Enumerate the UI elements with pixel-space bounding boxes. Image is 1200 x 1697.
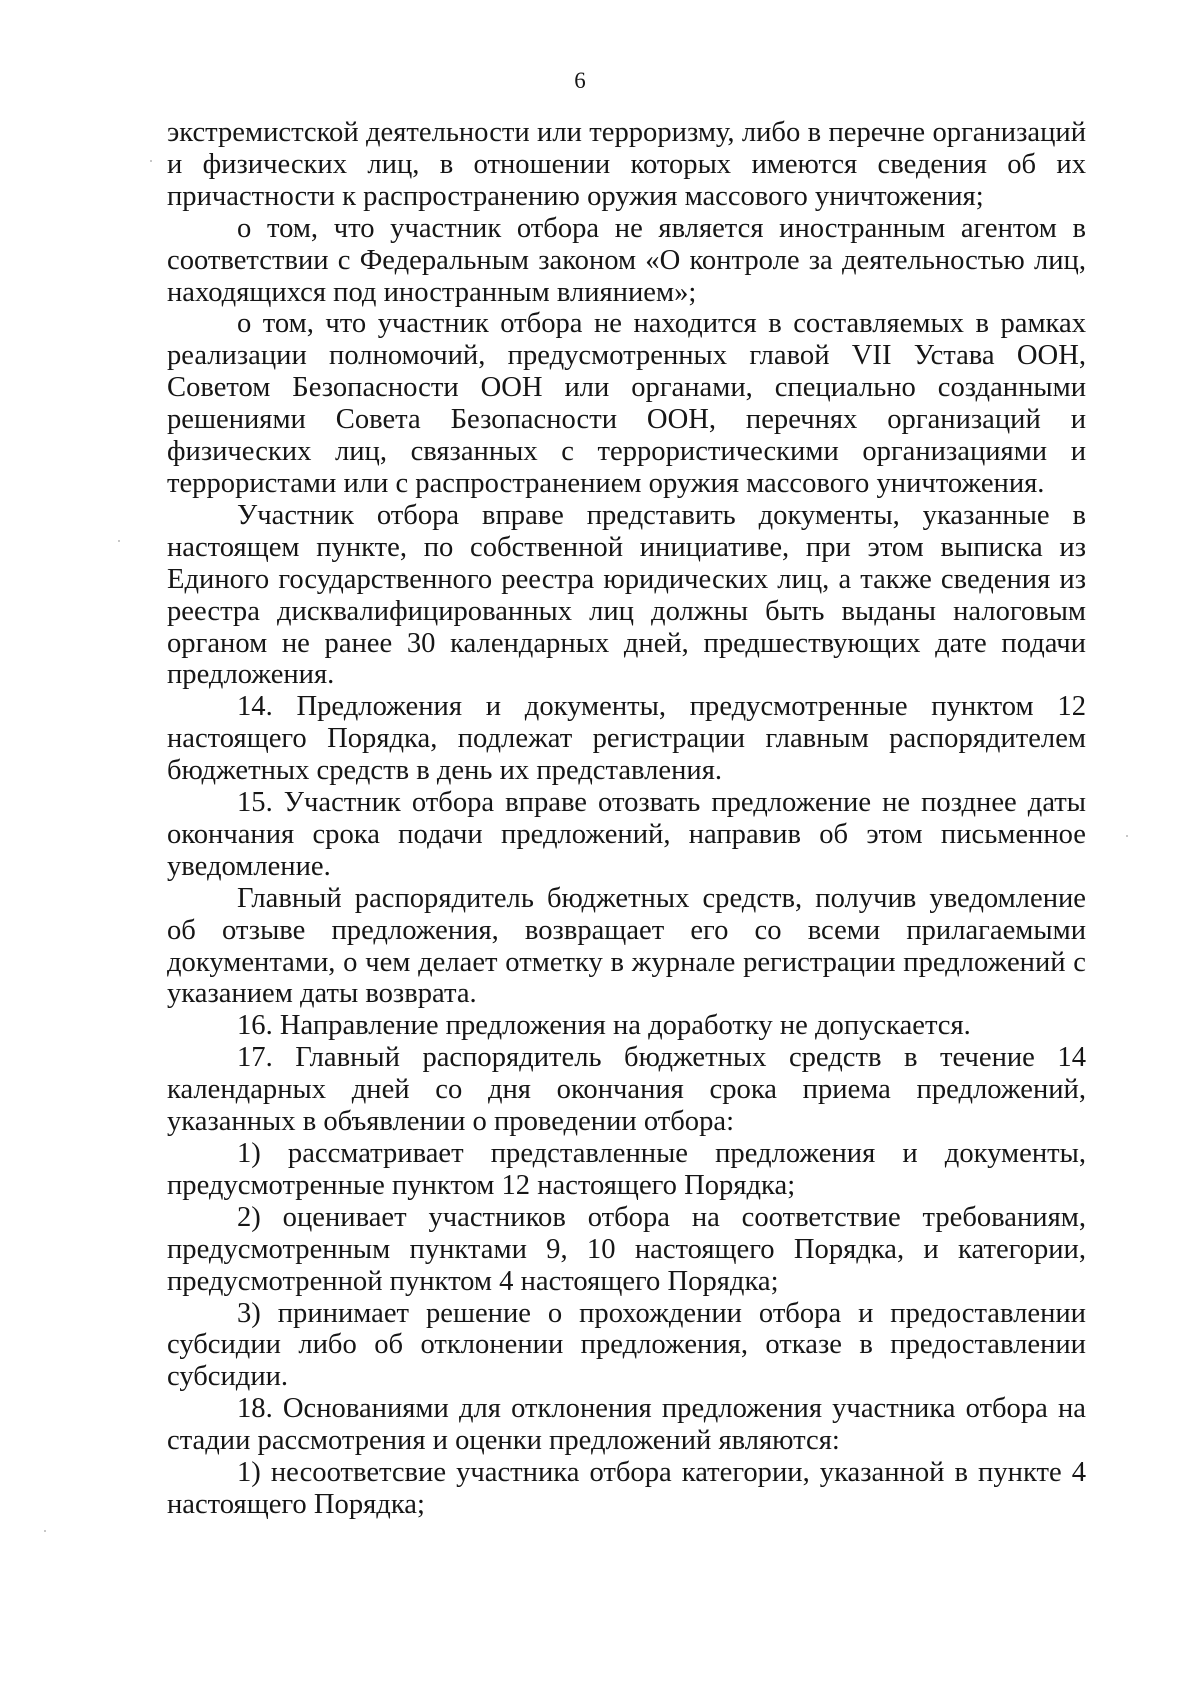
paragraph-item-17: 17. Главный распорядитель бюджетных средств в течение 14 календарных дней со дня окончания срока приема предложений, указанных в объявлении о проведении отбора: bbox=[167, 1042, 1086, 1138]
paragraph-item-18-1: 1) несоответсвие участника отбора категории, указанной в пункте 4 настоящего Порядка; bbox=[167, 1457, 1086, 1520]
document-body bbox=[167, 117, 1086, 1521]
paragraph-foreign-agent: о том, что участник отбора не является иностранным агентом в соответствии с Федеральным законом «О контроле за деятельностью лиц, находящихся под иностранным влиянием»; bbox=[167, 212, 1086, 308]
scan-speck bbox=[1126, 835, 1128, 837]
paragraph-item-16: 16. Направление предложения на доработку не допускается. bbox=[237, 1010, 971, 1042]
paragraph-item-17-2: 2) оценивает участников отбора на соответствие требованиям, предусмотренным пунктами 9, 10 настоящего Порядка, и категории, предусмотренной пунктом 4 настоящего Порядка; bbox=[167, 1201, 1086, 1297]
paragraph-withdrawal-return: Главный распорядитель бюджетных средств, получив уведомление об отзыве предложения, возвращает его со всеми прилагаемыми документами, о чем делает отметку в журнале регистрации предложений с указанием даты возврата. bbox=[167, 882, 1086, 1010]
paragraph-item-17-3: 3) принимает решение о прохождении отбора и предоставлении субсидии либо об отклонении предложения, отказе в предоставлении субсидии. bbox=[167, 1297, 1086, 1393]
paragraph-item-14: 14. Предложения и документы, предусмотренные пунктом 12 настоящего Порядка, подлежат регистрации главным распорядителем бюджетных средств в день их представления. bbox=[167, 691, 1086, 787]
paragraph-item-18: 18. Основаниями для отклонения предложения участника отбора на стадии рассмотрения и оценки предложений являются: bbox=[167, 1393, 1086, 1457]
paragraph-continuation: экстремистской деятельности или терроризму, либо в перечне организаций и физических лиц, в отношении которых имеются сведения об их причастности к распространению оружия массового уничтожения; bbox=[167, 117, 1086, 212]
scan-speck bbox=[118, 540, 120, 542]
paragraph-item-17-1: 1) рассматривает представленные предложения и документы, предусмотренные пунктом 12 настоящего Порядка; bbox=[167, 1138, 1086, 1201]
paragraph-item-15: 15. Участник отбора вправе отозвать предложение не позднее даты окончания срока подачи предложений, направив об этом письменное уведомление. bbox=[167, 787, 1086, 882]
page-number: 6 bbox=[574, 68, 586, 93]
scan-speck bbox=[44, 1530, 46, 1532]
paragraph-own-initiative: Участник отбора вправе представить документы, указанные в настоящем пункте, по собственной инициативе, при этом выписка из Единого государственного реестра юридических лиц, а также сведения из реестра дисквалифицированных лиц должны быть выданы налоговым органом не ранее 30 календарных дней, предшествующих дате подачи предложения. bbox=[167, 499, 1086, 691]
scan-speck bbox=[150, 160, 152, 162]
paragraph-un-sanctions: о том, что участник отбора не находится в составляемых в рамках реализации полномочий, предусмотренных главой VII Устава ООН, Советом Безопасности ООН или органами, специально созданными решениями Совета Безопасности ООН, перечнях организаций и физических лиц, связанных с террористическими организациями и террористами или с распространением оружия массового уничтожения. bbox=[167, 308, 1086, 499]
